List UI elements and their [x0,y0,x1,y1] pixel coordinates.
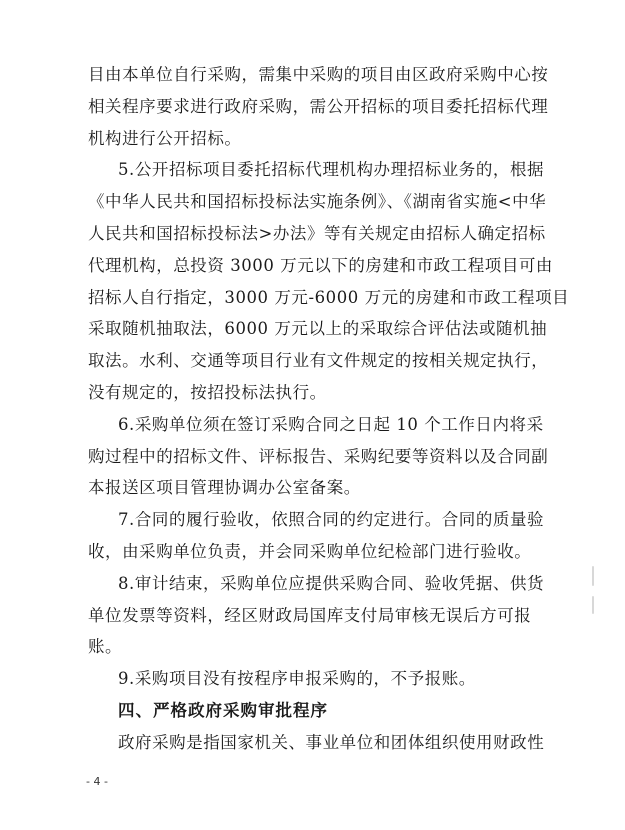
text-line: 没有规定的，按招投标法执行。 [88,383,327,402]
paragraph-6-start: 6.采购单位须在签订采购合同之日起 10 个工作日内将采 [118,415,544,434]
text-line: 单位发票等资料，经区财政局国库支付局审核无误后方可报 [88,606,532,625]
text-line: 收，由采购单位负责，并会同采购单位纪检部门进行验收。 [88,542,532,561]
paragraph-7-start: 7.合同的履行验收，依照合同的约定进行。合同的质量验 [118,510,545,529]
paragraph-5-start: 5.公开招标项目委托招标代理机构办理招标业务的，根据 [118,160,545,179]
text-line: 招标人自行指定，3000 万元-6000 万元的房建和市政工程项目 [88,288,570,307]
text-line: 取法。水利、交通等项目行业有文件规定的按相关规定执行， [88,351,549,370]
text-line: 《中华人民共和国招标投标法实施条例》、《湖南省实施<中华 [88,192,547,211]
page-number: - 4 - [86,775,108,788]
margin-scan-mark [592,566,594,586]
paragraph-9: 9.采购项目没有按程序申报采购的，不予报账。 [118,669,476,688]
text-line: 购过程中的招标文件、评标报告、采购纪要等资料以及合同副 [88,447,549,466]
text-line: 相关程序要求进行政府采购，需公开招标的项目委托招标代理 [88,97,549,116]
paragraph-8-start: 8.审计结束，采购单位应提供采购合同、验收凭据、供货 [118,574,545,593]
text-line: 目由本单位自行采购，需集中采购的项目由区政府采购中心按 [88,65,549,84]
text-line: 账。 [88,637,123,656]
text-line: 采取随机抽取法，6000 万元以上的采取综合评估法或随机抽 [88,319,548,338]
text-line: 本报送区项目管理协调办公室备案。 [88,478,361,497]
margin-scan-mark [592,596,594,614]
text-line: 机构进行公开招标。 [88,129,242,148]
text-line: 人民共和国招标投标法>办法》等有关规定由招标人确定招标 [88,224,546,243]
paragraph-start: 政府采购是指国家机关、事业单位和团体组织使用财政性 [118,733,545,752]
section-heading: 四、严格政府采购审批程序 [118,701,328,720]
text-line: 代理机构，总投资 3000 万元以下的房建和市政工程项目可由 [88,256,553,275]
